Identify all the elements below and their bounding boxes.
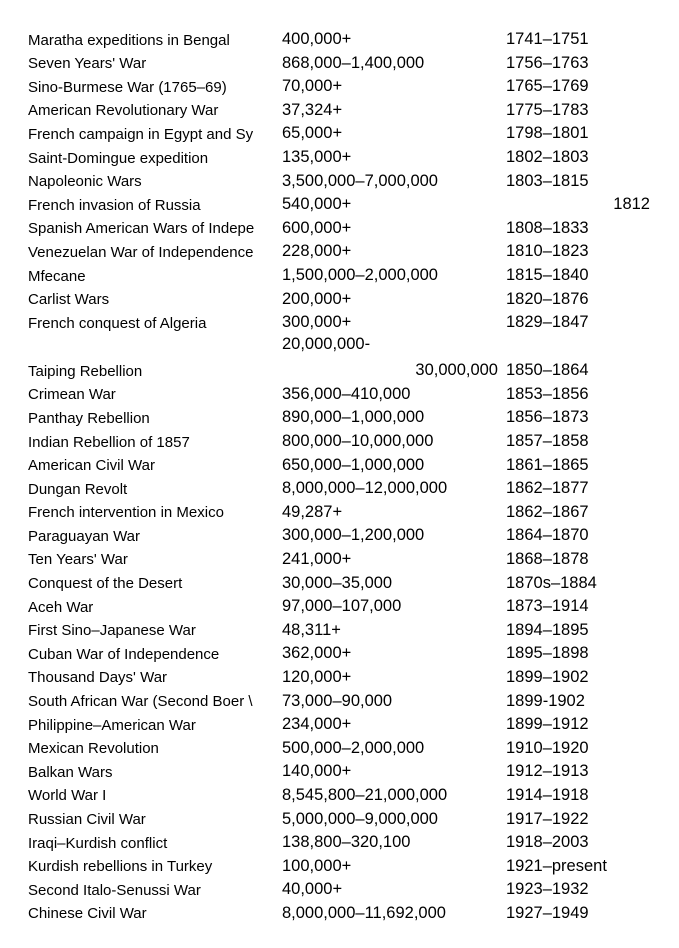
date-range-cell: 1870s–1884 [506,573,597,592]
conflict-name-cell: Russian Civil War [28,812,146,827]
conflict-name-cell: Dungan Revolt [28,481,128,497]
date-range-cell: 1861–1865 [506,455,589,474]
death-toll-cell: 135,000+ [282,148,352,167]
death-toll-cell: 650,000–1,000,000 [282,455,425,474]
date-range-cell: 1798–1801 [506,124,589,143]
date-range-cell: 1853–1856 [506,384,589,403]
date-range-cell: 1857–1858 [506,432,589,450]
death-toll-cell: 8,545,800–21,000,000 [282,785,448,804]
date-range-cell: 1820–1876 [506,289,589,308]
conflict-name-cell: Indian Rebellion of 1857 [28,434,190,450]
conflict-name-cell: Napoleonic Wars [28,174,142,190]
conflict-name-cell: Maratha expeditions in Bengal [28,32,230,48]
conflict-name-cell: French campaign in Egypt and Sy [28,126,254,142]
death-toll-cell: 500,000–2,000,000 [282,738,425,757]
death-toll-cell: 70,000+ [282,77,343,96]
date-range-cell: 1864–1870 [506,526,589,545]
date-range-cell: 1741–1751 [506,30,589,49]
death-toll-cell: 5,000,000–9,000,000 [282,809,438,828]
death-toll-cell: 97,000–107,000 [282,597,402,616]
date-range-cell: 1923–1932 [506,880,589,899]
date-range-cell: 1927–1949 [506,903,589,922]
death-toll-cell: 400,000+ [282,30,352,49]
conflict-name-cell: Aceh War [28,599,94,615]
conflict-name-cell: French intervention in Mexico [28,505,224,521]
death-toll-cell: 100,000+ [282,856,352,875]
date-range-cell: 1895–1898 [506,644,589,663]
death-toll-cell: 138,800–320,100 [282,833,411,852]
date-range-cell: 1917–1922 [506,809,589,828]
death-toll-cell: 8,000,000–12,000,000 [282,479,448,498]
conflict-name-cell: Philippine–American War [28,717,196,733]
conflict-name-cell: Spanish American Wars of Indepe [28,221,255,237]
death-toll-cell: 540,000+ [282,195,352,214]
date-range-cell: 1914–1918 [506,785,589,804]
death-toll-cell: 228,000+ [282,242,352,261]
date-range-cell: 1856–1873 [506,408,589,427]
conflict-name-cell: Crimean War [28,387,116,403]
date-range-cell: 1775–1783 [506,100,589,119]
conflict-name-cell: Kurdish rebellions in Turkey [28,859,213,875]
date-range-cell: 1815–1840 [506,266,589,285]
death-toll-cell: 300,000–1,200,000 [282,526,425,545]
conflict-name-cell: Cuban War of Independence [28,646,220,662]
death-toll-cell: 8,000,000–11,692,000 [282,903,446,922]
conflict-name-cell: South African War (Second Boer \ [28,694,253,710]
death-toll-cell: 200,000+ [282,289,352,308]
death-toll-cell: 20,000,000- [282,334,371,353]
conflict-name-cell: French conquest of Algeria [28,315,207,331]
conflict-name-cell: Iraqi–Kurdish conflict [28,835,168,851]
date-range-cell: 1921–present [506,856,607,875]
conflict-name-cell: American Revolutionary War [28,103,219,119]
conflict-name-cell: Carlist Wars [28,292,110,308]
date-range-cell: 1910–1920 [506,738,589,757]
conflict-name-cell: Saint-Domingue expedition [28,150,209,166]
date-range-cell: 1765–1769 [506,77,589,96]
death-toll-cell: 300,000+ [282,313,352,332]
conflict-name-cell: Conquest of the Desert [28,576,183,592]
conflict-name-cell: World War I [28,788,107,804]
death-toll-cell: 40,000+ [282,880,343,899]
death-toll-cell: 362,000+ [282,644,352,663]
death-toll-cell: 120,000+ [282,667,352,686]
death-toll-cell-continued: 30,000,000 [415,361,498,380]
date-range-cell: 1868–1878 [506,549,589,568]
death-toll-cell: 868,000–1,400,000 [282,53,425,72]
death-toll-cell: 48,311+ [282,620,341,639]
conflict-name-cell: Venezuelan War of Independence [28,244,254,260]
date-range-cell: 1803–1815 [506,171,589,190]
date-range-cell: 1899-1902 [506,691,585,710]
death-toll-cell: 234,000+ [282,715,352,734]
death-toll-cell: 600,000+ [282,218,352,237]
conflict-name-cell: Mexican Revolution [28,741,159,757]
date-range-cell: 1810–1823 [506,242,589,261]
date-range-cell: 1918–2003 [506,833,589,852]
conflict-name-cell: Second Italo-Senussi War [28,882,201,898]
date-range-cell: 1862–1867 [506,502,589,521]
conflict-name-cell: Balkan Wars [28,764,113,780]
date-range-cell: 1894–1895 [506,620,589,639]
death-toll-cell: 3,500,000–7,000,000 [282,171,438,190]
death-toll-cell: 30,000–35,000 [282,573,393,592]
date-range-cell: 1899–1912 [506,715,589,734]
conflict-name-cell: Thousand Days' War [28,670,168,686]
conflict-name-cell: Ten Years' War [28,552,128,568]
conflict-name-cell: Chinese Civil War [28,906,147,922]
date-range-cell: 1912–1913 [506,762,589,781]
death-toll-cell: 49,287+ [282,502,343,521]
conflict-name-cell: French invasion of Russia [28,197,201,213]
conflict-name-cell: Sino-Burmese War (1765–69) [28,79,227,95]
conflict-name-cell: Paraguayan War [28,528,141,544]
conflict-name-cell: American Civil War [28,458,155,474]
conflict-name-cell: Mfecane [28,268,86,284]
death-toll-cell: 65,000+ [282,124,343,143]
date-range-cell: 1808–1833 [506,218,589,237]
date-range-cell: 1756–1763 [506,53,589,72]
conflict-name-cell: Taiping Rebellion [28,363,143,379]
death-toll-cell: 1,500,000–2,000,000 [282,266,438,285]
conflict-name-cell: First Sino–Japanese War [28,623,196,639]
date-range-cell: 1812 [613,195,650,214]
date-range-cell: 1802–1803 [506,148,589,167]
date-range-cell: 1873–1914 [506,597,589,616]
death-toll-cell: 800,000–10,000,000 [282,432,434,450]
conflict-name-cell: Seven Years' War [28,56,147,72]
date-range-cell: 1862–1877 [506,479,589,498]
conflict-name-cell: Panthay Rebellion [28,410,150,426]
date-range-cell: 1829–1847 [506,313,589,332]
date-range-cell: 1899–1902 [506,667,589,686]
death-toll-cell: 890,000–1,000,000 [282,408,425,427]
death-toll-cell: 241,000+ [282,549,352,568]
death-toll-cell: 356,000–410,000 [282,384,411,403]
death-toll-cell: 73,000–90,000 [282,691,393,710]
death-toll-cell: 37,324+ [282,100,343,119]
date-range-cell: 1850–1864 [506,361,589,380]
death-toll-cell: 140,000+ [282,762,352,781]
